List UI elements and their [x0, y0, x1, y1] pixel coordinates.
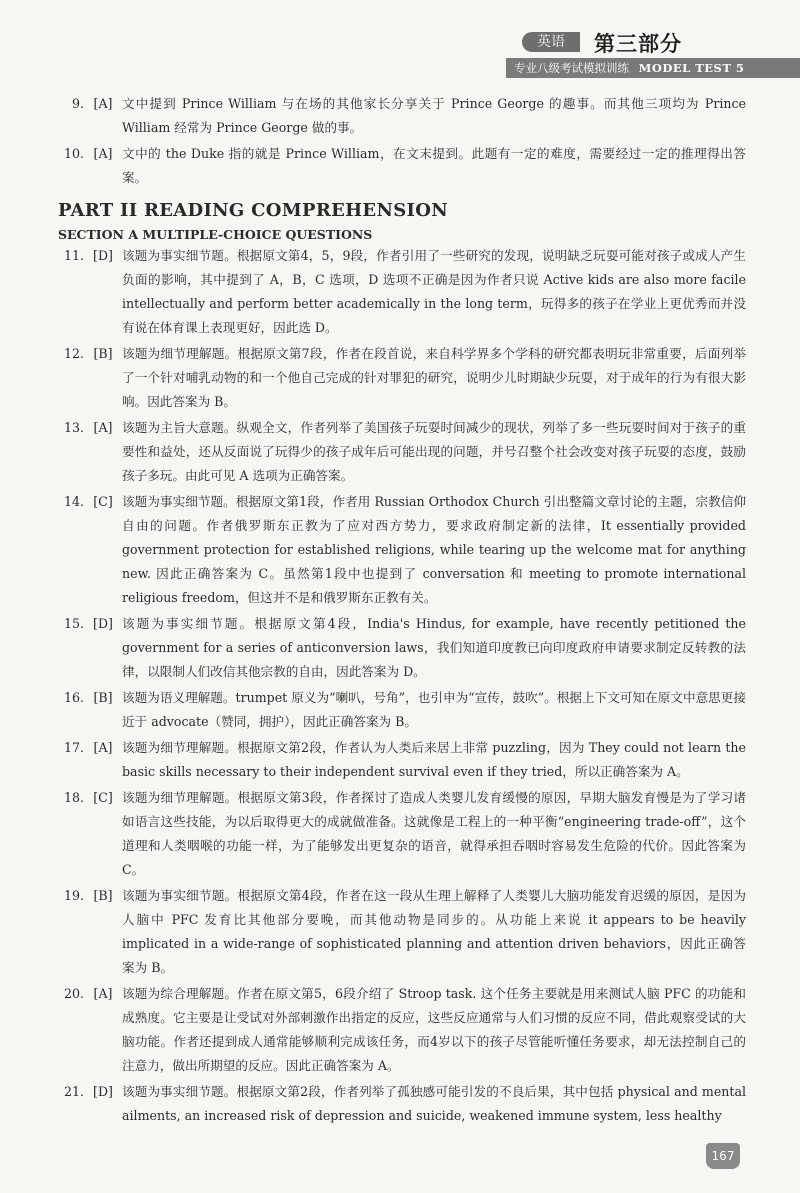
item-explanation: 该题为事实细节题。根据原文第4，5，9段，作者引用了一些研究的发现，说明缺乏玩耍可能对孩子或成人产生负面的影响，其中提到了 A，B，C 选项，D 选项不正确是因为作者只说 Active kids are also more facile intellectually and perform better academically in the long term，玩得多的孩子在学业上更优秀而并没有说在体育课上表现更好，因此选 D。 [122, 248, 746, 335]
answer-item-11 [54, 244, 746, 340]
item-explanation: 该题为细节理解题。根据原文第3段，作者探讨了造成人类婴儿发育缓慢的原因，早期大脑发育慢是为了学习诸如语言这些技能，为以后取得更大的成就做准备。这就像是工程上的一种平衡“engineering trade-off”，这个道理和人类咽喉的功能一样，为了能够发出更复杂的语音，就得承担吞咽时容易发生危险的代价。因此答案为 C。 [122, 790, 746, 877]
item-explanation: 该题为主旨大意题。纵观全文，作者列举了美国孩子玩耍时间减少的现状，列举了多一些玩耍时间对于孩子的重要性和益处，还从反面说了玩得少的孩子成年后可能出现的问题，并号召整个社会改变对孩子玩耍的态度，鼓励孩子多玩。由此可见 A 选项为正确答案。 [122, 420, 746, 483]
page-header [506, 28, 800, 78]
item-number: 17. [63, 740, 84, 755]
answer-item-18 [54, 786, 746, 882]
model-test-label: MODEL TEST 5 [638, 61, 745, 75]
header-top [506, 28, 800, 58]
item-number: 15. [63, 616, 84, 631]
answer-item-21 [54, 1080, 746, 1128]
subject-tag: 英语 [522, 32, 580, 52]
answer-item-12 [54, 342, 746, 414]
item-number: 9. [71, 96, 84, 111]
item-answer: [D] [93, 616, 113, 631]
item-number: 14. [63, 494, 84, 509]
item-explanation: 文中提到 Prince William 与在场的其他家长分享关于 Prince George 的趣事。而其他三项均为 Prince William 经常为 Prince George 做的事。 [122, 96, 746, 135]
item-answer: [B] [93, 690, 113, 705]
item-explanation: 该题为事实细节题。根据原文第4段，India's Hindus, for example, have recently petitioned the government for a series of anticonversion laws，我们知道印度教已向印度政府申请要求制定反转教的法律，以限制人们改信其他宗教的自由，因此答案为 D。 [122, 616, 746, 679]
item-answer: [A] [93, 146, 113, 161]
answer-item-16 [54, 686, 746, 734]
page-content [54, 92, 746, 1130]
item-answer: [A] [93, 740, 113, 755]
item-answer: [C] [93, 790, 113, 805]
item-number: 12. [63, 346, 84, 361]
item-answer: [D] [93, 1084, 113, 1099]
answer-item-10 [54, 142, 746, 190]
item-number: 20. [63, 986, 84, 1001]
answer-item-13 [54, 416, 746, 488]
item-number: 18. [63, 790, 84, 805]
item-explanation: 该题为事实细节题。根据原文第1段，作者用 Russian Orthodox Church 引出整篇文章讨论的主题，宗教信仰自由的问题。作者俄罗斯东正教为了应对西方势力，要求政府制定新的法律，It essentially provided government protection for established religions, while tearing up the welcome mat for anything new. 因此正确答案为 C。虽然第1段中也提到了 conversation 和 meeting to promote international religious freedom，但这并不是和俄罗斯东正教有关。 [122, 494, 746, 605]
item-explanation: 该题为事实细节题。根据原文第2段，作者列举了孤独感可能引发的不良后果，其中包括 physical and mental ailments, an increased risk of depression and suicide, weakened immune system, less healthy [122, 1084, 746, 1123]
header-bar [506, 58, 800, 78]
item-answer: [B] [93, 346, 113, 361]
header-subtitle: 专业八级考试模拟训练 [514, 61, 629, 75]
answer-item-20 [54, 982, 746, 1078]
item-number: 16. [63, 690, 84, 705]
item-answer: [D] [93, 248, 113, 263]
item-answer: [C] [93, 494, 113, 509]
item-explanation: 该题为语义理解题。trumpet 原义为“喇叭，号角”，也引申为“宣传，鼓吹”。根据上下文可知在原文中意思更接近于 advocate（赞同，拥护），因此正确答案为 B。 [122, 690, 746, 729]
item-number: 10. [63, 146, 84, 161]
answer-item-19 [54, 884, 746, 980]
item-explanation: 该题为细节理解题。根据原文第7段，作者在段首说，来自科学界多个学科的研究都表明玩非常重要，后面列举了一个针对哺乳动物的和一个他自己完成的针对罪犯的研究，说明少儿时期缺少玩耍，对于成年的行为有很大影响。因此答案为 B。 [122, 346, 746, 409]
item-explanation: 该题为综合理解题。作者在原文第5，6段介绍了 Stroop task. 这个任务主要就是用来测试人脑 PFC 的功能和成熟度。它主要是让受试对外部刺激作出指定的反应，这些反应通常与人们习惯的反应不同，借此观察受试的大脑功能。作者还提到成人通常能够顺利完成该任务，而4岁以下的孩子尽管能听懂任务要求，却无法控制自己的注意力，做出所期望的反应。因此正确答案为 A。 [122, 986, 746, 1073]
item-answer: [B] [93, 888, 113, 903]
part-heading: PART II READING COMPREHENSION [58, 200, 448, 221]
item-explanation: 该题为事实细节题。根据原文第4段，作者在这一段从生理上解释了人类婴儿大脑功能发育迟缓的原因，是因为人脑中 PFC 发育比其他部分要晚，而其他动物是同步的。从功能上来说 it appears to be heavily implicated in a wide-range of sophisticated planning and attention driven behaviors，因此正确答案为 B。 [122, 888, 746, 975]
item-explanation: 文中的 the Duke 指的就是 Prince William，在文末提到。此题有一定的难度，需要经过一定的推理得出答案。 [122, 146, 746, 185]
item-number: 19. [63, 888, 84, 903]
item-answer: [A] [93, 420, 113, 435]
item-answer: [A] [93, 96, 113, 111]
page-number: 167 [706, 1143, 740, 1169]
item-answer: [A] [93, 986, 113, 1001]
section-heading: SECTION A MULTIPLE-CHOICE QUESTIONS [58, 227, 373, 242]
answer-item-15 [54, 612, 746, 684]
item-number: 11. [63, 248, 84, 263]
item-number: 21. [63, 1084, 84, 1099]
answer-item-9 [54, 92, 746, 140]
part-title: 第三部分 [594, 32, 682, 56]
answer-item-17 [54, 736, 746, 784]
answer-item-14 [54, 490, 746, 610]
item-explanation: 该题为细节理解题。根据原文第2段，作者认为人类后来居上非常 puzzling，因为 They could not learn the basic skills necessary to their independent survival even if they tried，所以正确答案为 A。 [122, 740, 746, 779]
item-number: 13. [63, 420, 84, 435]
